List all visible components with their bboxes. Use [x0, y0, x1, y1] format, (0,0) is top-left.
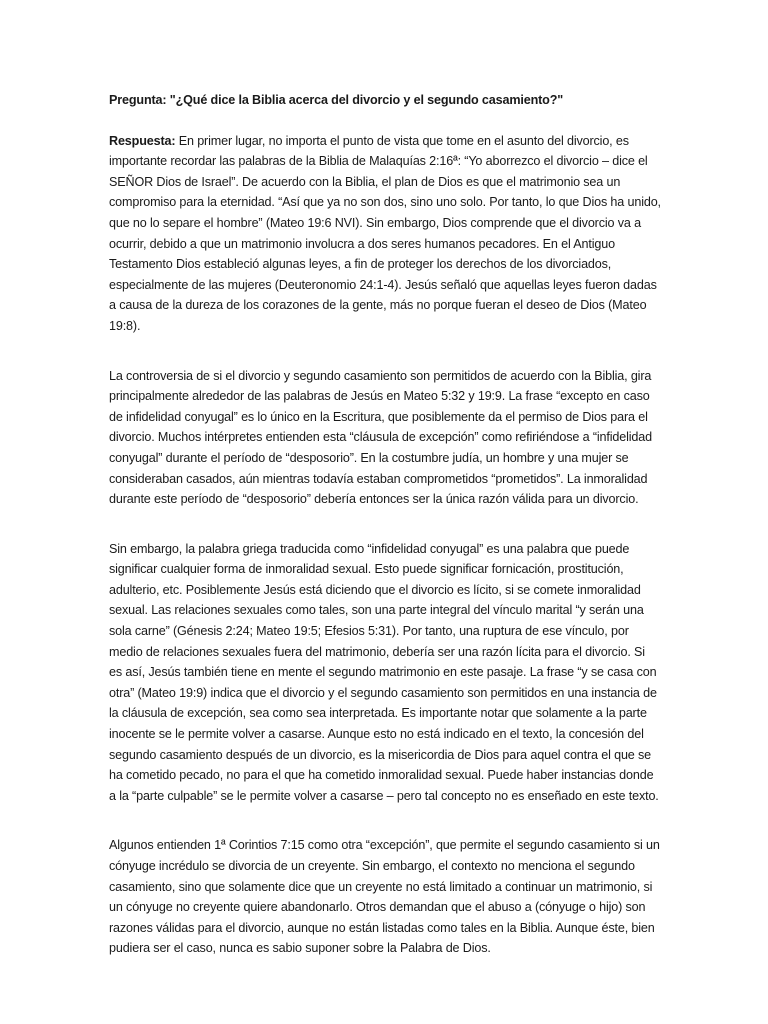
- question-label: Pregunta:: [109, 93, 167, 107]
- body-paragraph-1: La controversia de si el divorcio y segundo casamiento son permitidos de acuerdo con la Biblia, gira principalmente alrededor de las palabras de Jesús en Mateo 5:32 y 19:9. La frase “excepto en caso de infidelidad conyugal” es lo único en la Escritura, que posiblemente da el permiso de Dios para el divorcio. Muchos intérpretes entienden esta “cláusula de excepción” como refiriéndose a “infidelidad conyugal” durante el período de “desposorio”. En la costumbre judía, un hombre y una mujer se consideraban casados, aún mientras todavía estaban comprometidos “prometidos”. La inmoralidad durante este período de “desposorio” debería entonces ser la única razón válida para un divorcio.: [109, 368, 652, 507]
- question-paragraph: [109, 90, 661, 111]
- answer-text: En primer lugar, no importa el punto de vista que tome en el asunto del divorcio, es importante recordar las palabras de la Biblia de Malaquías 2:16ª: “Yo aborrezco el divorcio – dice el SEÑOR Dios de Israel”. De acuerdo con la Biblia, el plan de Dios es que el matrimonio sea un compromiso para la eternidad. “Así que ya no son dos, sino uno solo. Por tanto, lo que Dios ha unido, que no lo separe el hombre” (Mateo 19:6 NVI). Sin embargo, Dios comprende que el divorcio va a ocurrir, debido a que un matrimonio involucra a dos seres humanos pecadores. En el Antiguo Testamento Dios estableció algunas leyes, a fin de proteger los derechos de los divorciados, especialmente de las mujeres (Deuteronomio 24:1-4). Jesús señaló que aquellas leyes fueron dadas a causa de la dureza de los corazones de la gente, más no porque fueran el deseo de Dios (Mateo 19:8).: [109, 133, 661, 333]
- answer-label: Respuesta:: [109, 133, 176, 148]
- question-text: "¿Qué dice la Biblia acerca del divorcio y el segundo casamiento?": [169, 93, 564, 107]
- body-paragraph-2: Sin embargo, la palabra griega traducida como “infidelidad conyugal” es una palabra que puede significar cualquier forma de inmoralidad sexual. Esto puede significar fornicación, prostitución, adulterio, etc. Posiblemente Jesús está diciendo que el divorcio es lícito, si se comete inmoralidad sexual. Las relaciones sexuales como tales, son una parte integral del vínculo marital “y serán una sola carne” (Génesis 2:24; Mateo 19:5; Efesios 5:31). Por tanto, una ruptura de ese vínculo, por medio de relaciones sexuales fuera del matrimonio, debería ser una razón lícita para el divorcio. Si es así, Jesús también tiene en mente el segundo matrimonio en este pasaje. La frase “y se casa con otra” (Mateo 19:9) indica que el divorcio y el segundo casamiento son permitidos en una instancia de la cláusula de excepción, sea como sea interpretada. Es importante notar que solamente a la parte inocente se le permite volver a casarse. Aunque esto no está indicado en el texto, la concesión del segundo casamiento después de un divorcio, es la misericordia de Dios para aquel contra el que se ha cometido pecado, no para el que ha cometido inmoralidad sexual. Puede haber instancias donde a la “parte culpable” se le permite volver a casarse – pero tal concepto no es enseñado en este texto.: [109, 541, 659, 803]
- body-paragraph-3: Algunos entienden 1ª Corintios 7:15 como otra “excepción”, que permite el segundo casamiento si un cónyuge incrédulo se divorcia de un creyente. Sin embargo, el contexto no menciona el segundo casamiento, sino que solamente dice que un creyente no está limitado a continuar un matrimonio, si un cónyuge no creyente quiere abandonarlo. Otros demandan que el abuso a (cónyuge o hijo) son razones válidas para el divorcio, aunque no están listadas como tales en la Biblia. Aunque éste, bien pudiera ser el caso, nunca es sabio suponer sobre la Palabra de Dios.: [109, 838, 660, 956]
- document-page: [109, 90, 661, 988]
- answer-paragraph: [109, 131, 661, 337]
